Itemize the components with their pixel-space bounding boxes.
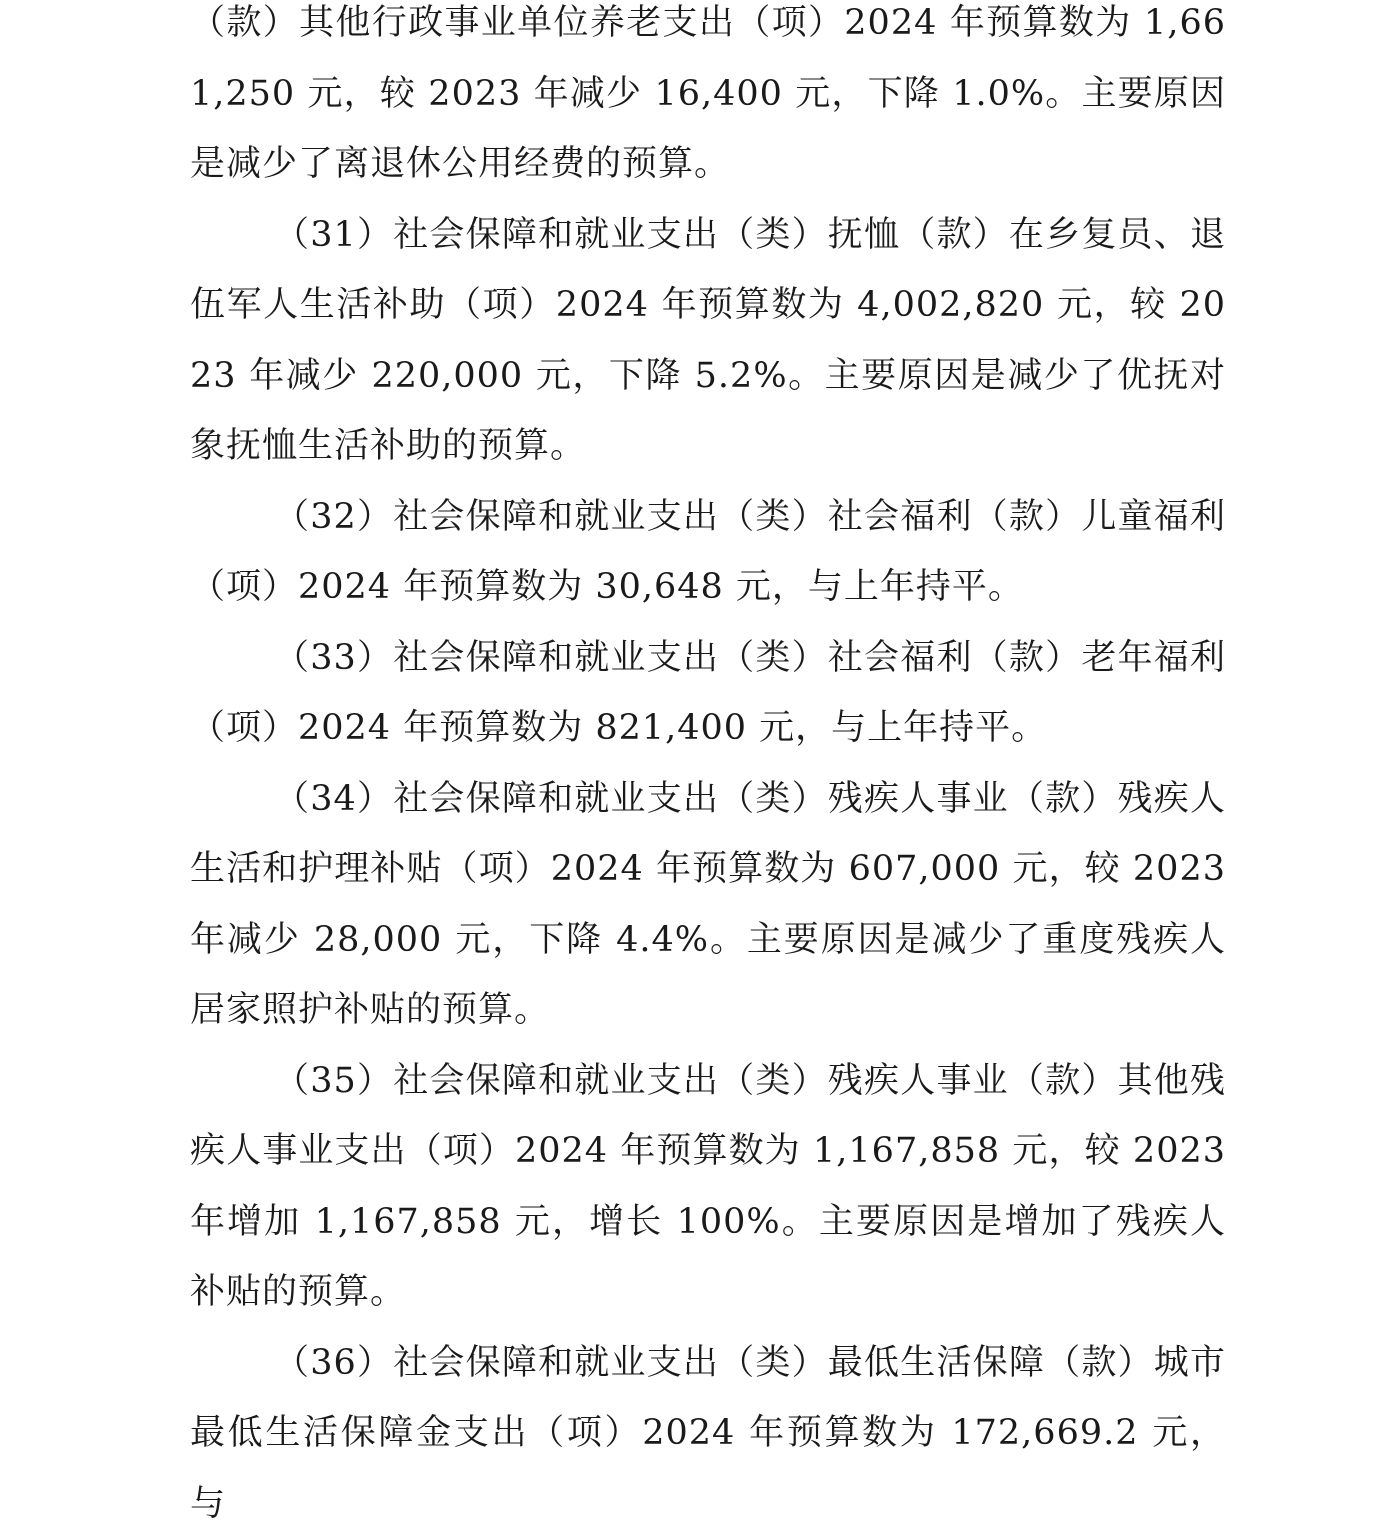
- paragraph-31: （31）社会保障和就业支出（类）抚恤（款）在乡复员、退伍军人生活补助（项）2024 年预算数为 4,002,820 元，较 2023 年减少 220,000 元，下降 5.2%。主要原因是减少了优抚对象抚恤生活补助的预算。: [190, 200, 1226, 482]
- paragraph-30-continuation: （款）其他行政事业单位养老支出（项）2024 年预算数为 1,661,250 元，较 2023 年减少 16,400 元，下降 1.0%。主要原因是减少了离退休公用经费的预算。: [190, 0, 1226, 200]
- paragraph-35: （35）社会保障和就业支出（类）残疾人事业（款）其他残疾人事业支出（项）2024 年预算数为 1,167,858 元，较 2023 年增加 1,167,858 元，增长 100%。主要原因是增加了残疾人补贴的预算。: [190, 1046, 1226, 1328]
- document-page: [190, 0, 1226, 1539]
- paragraph-33: （33）社会保障和就业支出（类）社会福利（款）老年福利（项）2024 年预算数为 821,400 元，与上年持平。: [190, 623, 1226, 764]
- paragraph-36: （36）社会保障和就业支出（类）最低生活保障（款）城市最低生活保障金支出（项）2024 年预算数为 172,669.2 元，与: [190, 1328, 1226, 1539]
- paragraph-34: （34）社会保障和就业支出（类）残疾人事业（款）残疾人生活和护理补贴（项）2024 年预算数为 607,000 元，较 2023 年减少 28,000 元，下降 4.4%。主要原因是减少了重度残疾人居家照护补贴的预算。: [190, 764, 1226, 1046]
- paragraph-32: （32）社会保障和就业支出（类）社会福利（款）儿童福利（项）2024 年预算数为 30,648 元，与上年持平。: [190, 482, 1226, 623]
